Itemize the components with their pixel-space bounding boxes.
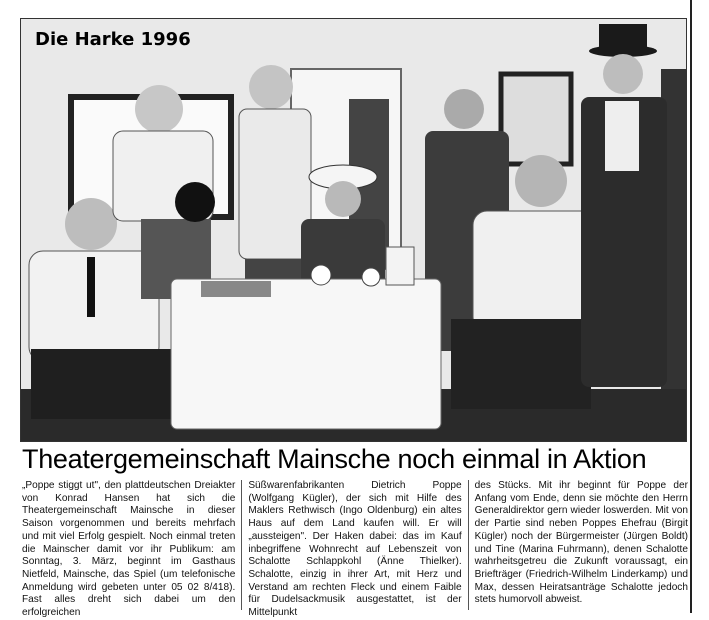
- article-column-1: „Poppe stiggt ut", den plattdeutschen Dreiakter von Konrad Hansen hat sich die Theatergemeinschaft Mainsche in dieser Saison vorgenommen und bereits mehrfach und mit viel Erfolg gespielt. Noch einmal treten die Mainscher damit vor ihr Publikum: am Sonntag, 3. März, beginnt im Gasthaus Nietfeld, Mainsche, das Spiel (um telefonische Anmeldung wird gebeten unter 05 02 8/418). Fast alles dreht sich dabei um den erfolgreichen: [22, 480, 236, 619]
- column-divider: [468, 480, 469, 610]
- article-body: [22, 480, 688, 619]
- article-column-3: des Stücks. Mit ihr beginnt für Poppe der Anfang vom Ende, denn sie möchte den Herrn Generaldirektor gern wieder loswerden. Mit von der Partie sind neben Poppes Ehefrau (Birgit Kügler) noch der Bürgermeister (Jürgen Boldt) und Tine (Marina Fuhrmann), denen Schalotte wahrheitsgetreu die Zukunft voraussagt, ein Briefträger (Friedrich-Wilhelm Linderkamp) und Max, dessen Heiratsanträge Schalotte jedoch stets humorvoll abweist.: [474, 480, 688, 606]
- article-headline: Theatergemeinschaft Mainsche noch einmal in Aktion: [22, 444, 647, 474]
- article-column-2: Süßwarenfabrikanten Dietrich Poppe (Wolfgang Kügler), der sich mit Hilfe des Maklers Rethwisch (Ingo Oldenburg) ein altes Haus auf dem Land kaufen will. Er will „aussteigen". Der Haken dabei: das im Kauf inbegriffene Wohnrecht auf Lebenszeit von Schalotte Schlappkohl (Änne Thielker). Schalotte, einzig in ihrer Art, mit Herz und Verstand am rechten Fleck und einem Faible für Dudelsackmusik ausgestattet, ist der Mittelpunkt: [248, 480, 462, 619]
- article-photo: [20, 18, 687, 442]
- page-edge-rule: [690, 0, 692, 613]
- photo-caption: Die Harke 1996: [35, 29, 191, 50]
- column-divider: [241, 480, 242, 610]
- photo-illustration: [21, 19, 686, 441]
